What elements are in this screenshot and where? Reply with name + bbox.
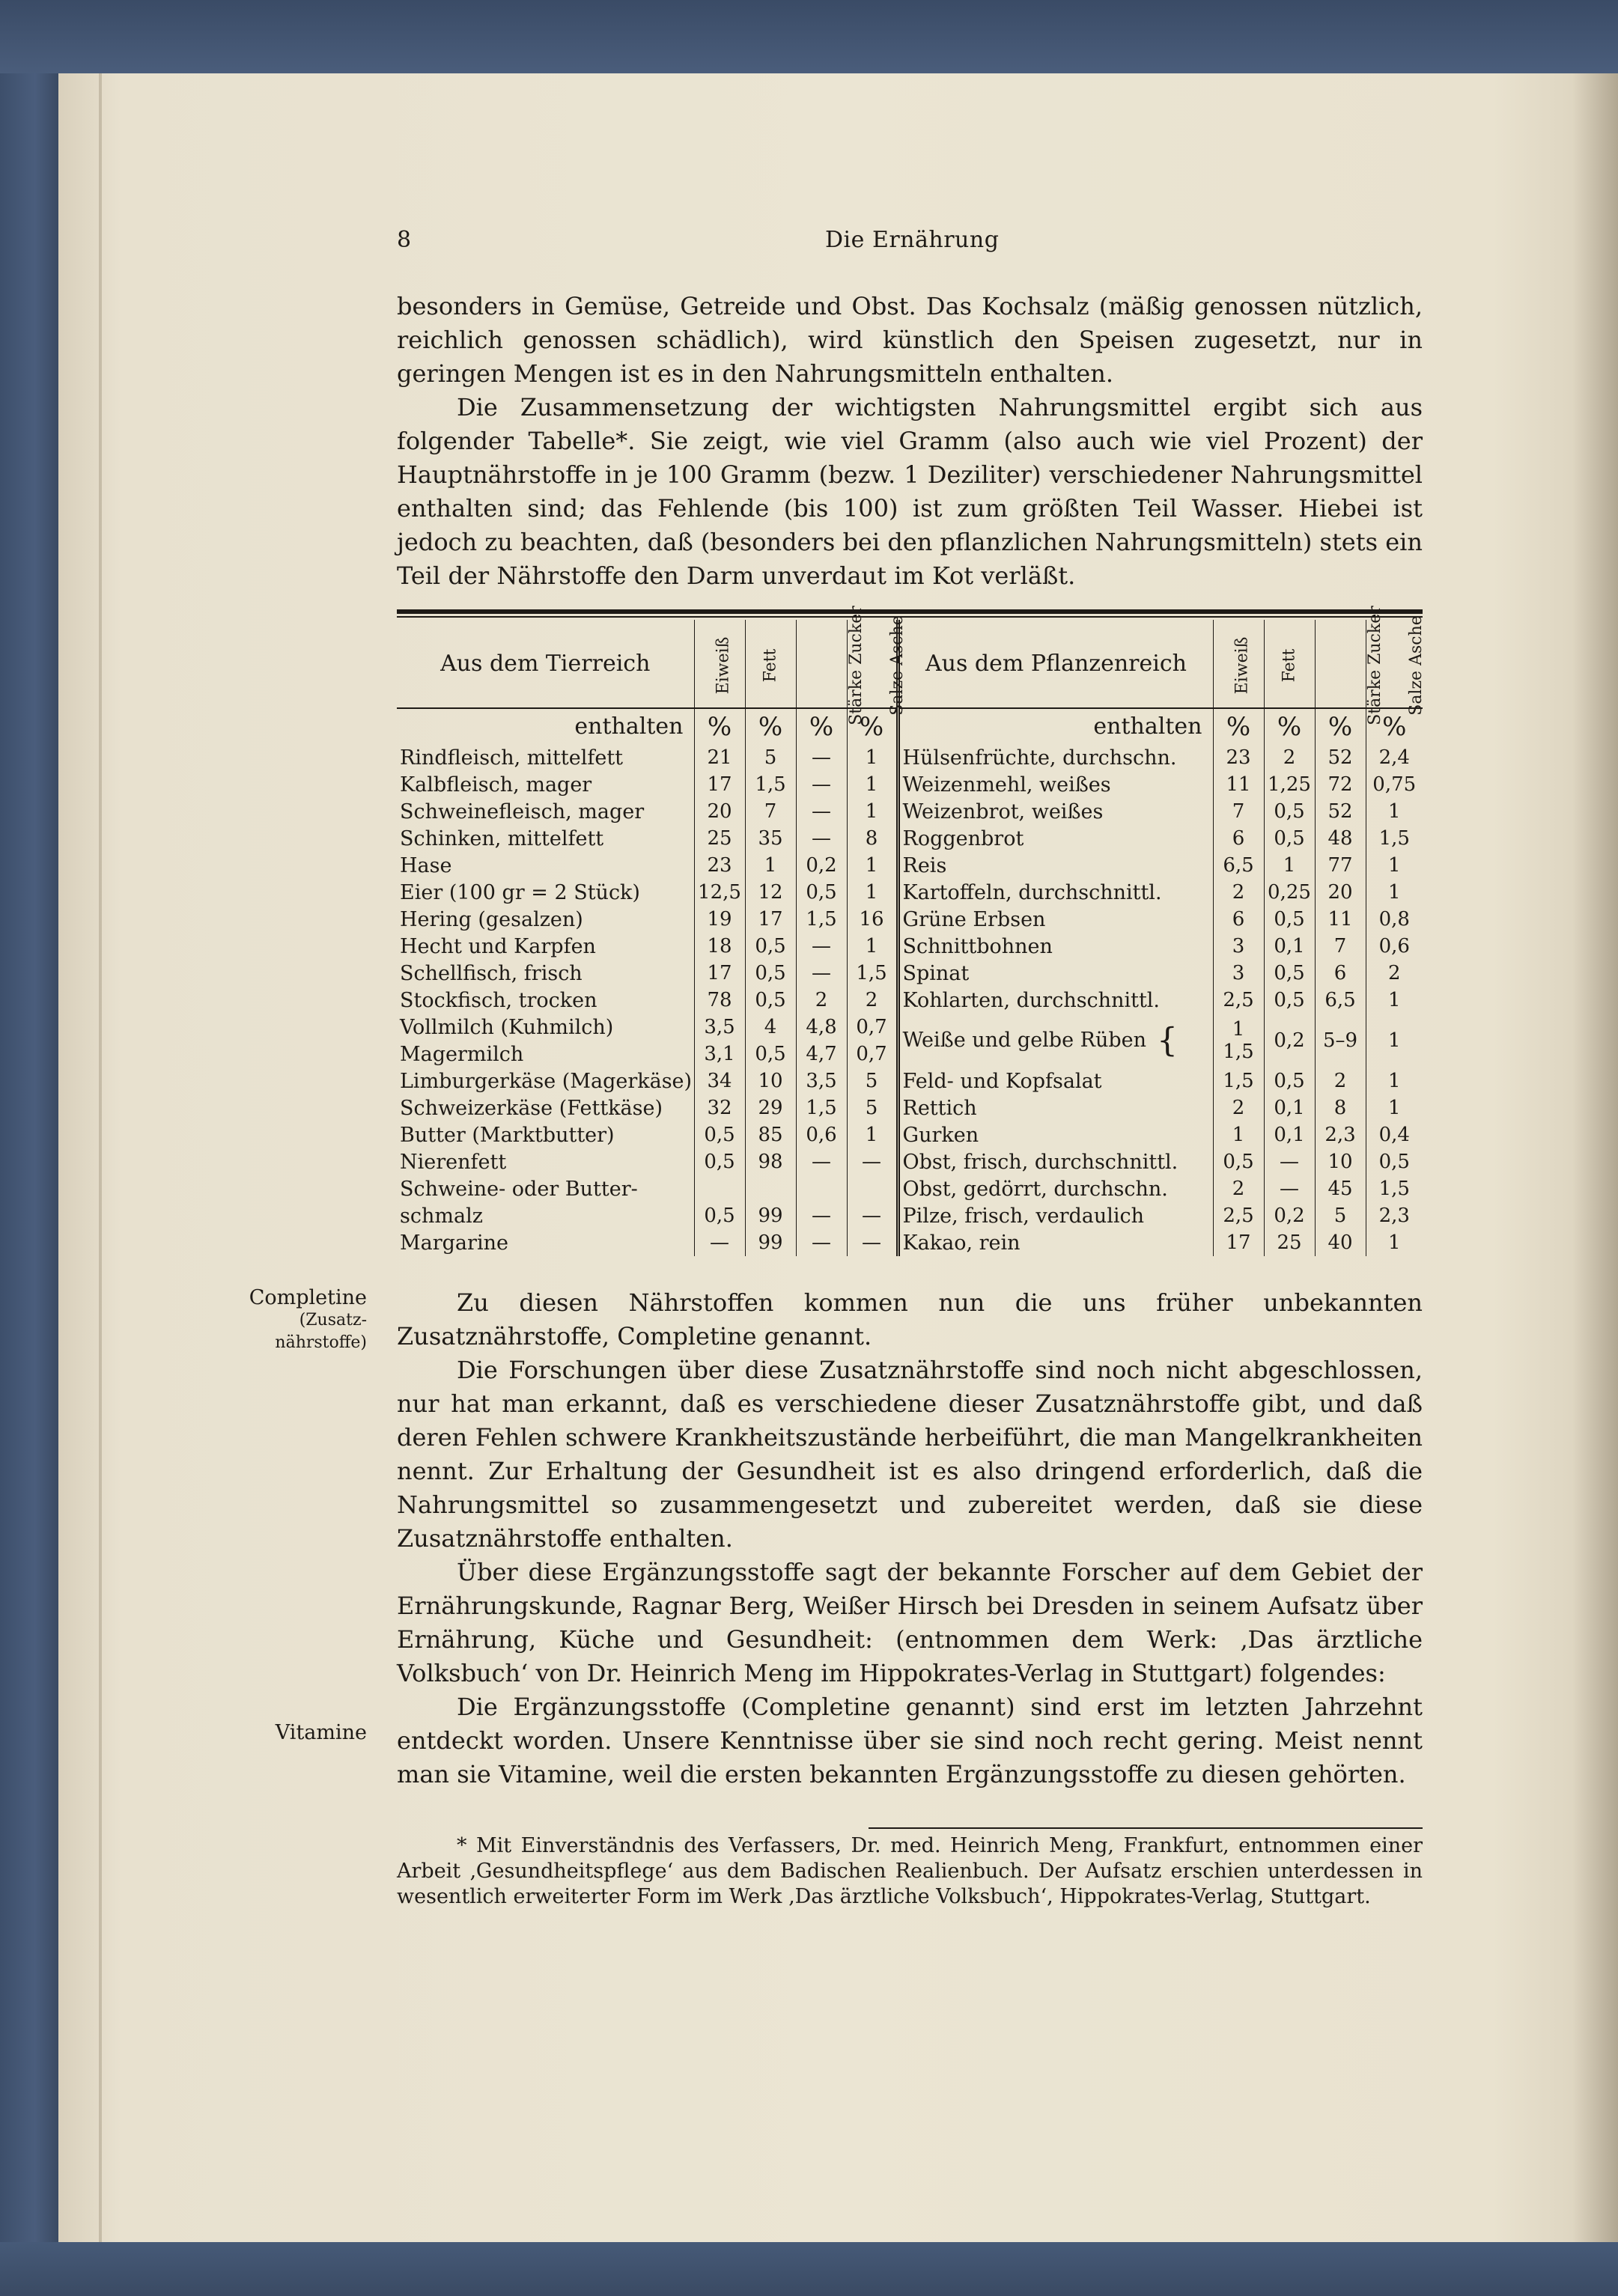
plant-food-name: [898, 771, 1213, 798]
animal-food-name: Hering (gesalzen): [400, 907, 583, 931]
unit-label: enthalten: [898, 708, 1213, 744]
unit-percent: %: [1264, 708, 1315, 744]
plant-value: 0,5: [1264, 960, 1315, 987]
plant-food-name: [898, 1148, 1213, 1175]
unit-percent: %: [847, 708, 898, 744]
table-row: [397, 771, 1423, 798]
plant-value: 6: [1213, 825, 1264, 852]
animal-value: 3,5: [694, 1014, 745, 1041]
unit-percent: %: [745, 708, 796, 744]
animal-value: —: [796, 1202, 847, 1229]
plant-value: 2: [1264, 744, 1315, 771]
animal-value: 1: [745, 852, 796, 879]
plant-food-label: Grüne Erbsen: [902, 907, 1046, 931]
table-row: [397, 1121, 1423, 1148]
plant-value: 1: [1366, 1094, 1423, 1121]
plant-value: 25: [1264, 1229, 1315, 1256]
animal-value: —: [847, 1148, 898, 1175]
animal-food-name: Limburgerkäse (Magerkäse): [400, 1069, 693, 1093]
animal-value: 0,2: [796, 852, 847, 879]
table-top-rule: [397, 609, 1423, 614]
plant-value: 0,5: [1264, 798, 1315, 825]
plant-value: 1: [1366, 879, 1423, 906]
animal-value: 5: [847, 1068, 898, 1094]
book-cover-left: [0, 0, 58, 2296]
plant-food-name: [898, 852, 1213, 879]
plant-value: 7: [1315, 933, 1366, 960]
animal-value: 19: [694, 906, 745, 933]
plant-value: 45: [1315, 1175, 1366, 1202]
col-label: Salze Asche: [887, 615, 907, 716]
animal-value: 8: [847, 825, 898, 852]
plant-value: 6: [1315, 960, 1366, 987]
plant-value: 0,8: [1366, 906, 1423, 933]
animal-value: 0,7: [847, 1041, 898, 1068]
animal-value: 16: [847, 906, 898, 933]
plant-value: 11: [1315, 906, 1366, 933]
animal-food-name: Eier (100 gr = 2 Stück): [400, 880, 640, 904]
col-label: Salze Asche: [1406, 615, 1426, 716]
animal-value: 12,5: [694, 879, 745, 906]
plant-food-label: Obst, frisch, durchschnittl.: [902, 1150, 1178, 1174]
animal-value: 0,6: [796, 1121, 847, 1148]
plant-header: Aus dem Pflanzenreich: [898, 620, 1213, 708]
plant-value: 1: [1213, 1121, 1264, 1148]
plant-value: 48: [1315, 825, 1366, 852]
plant-food-label: Obst, gedörrt, durchschn.: [902, 1177, 1168, 1201]
plant-food-name: [898, 1121, 1213, 1148]
plant-food-name: [898, 906, 1213, 933]
plant-value: 77: [1315, 852, 1366, 879]
animal-value: 1: [847, 1121, 898, 1148]
animal-value: 99: [745, 1202, 796, 1229]
animal-value: 1,5: [745, 771, 796, 798]
table-row: [397, 879, 1423, 906]
book-cover-bottom: [0, 2242, 1618, 2296]
animal-value: 1: [847, 879, 898, 906]
table-row: [397, 933, 1423, 960]
plant-value: 52: [1315, 798, 1366, 825]
animal-value: [694, 1175, 745, 1202]
animal-value: 23: [694, 852, 745, 879]
table-row: [397, 1094, 1423, 1121]
animal-value: 0,5: [745, 987, 796, 1014]
body-paragraph-3: Zu diesen Nährstoffen kommen nun die uns früher unbekannten Zusatznährstoffe, Completine genannt.: [397, 1288, 1423, 1351]
animal-value: 4,8: [796, 1014, 847, 1041]
animal-value: 20: [694, 798, 745, 825]
plant-food-name: [898, 1068, 1213, 1094]
plant-value: 0,2: [1264, 1014, 1315, 1068]
plant-food-label: Weizenbrot, weißes: [902, 800, 1104, 823]
animal-food-name: Kalbfleisch, mager: [400, 773, 592, 797]
plant-value: 0,25: [1264, 879, 1315, 906]
animal-food-name: schmalz: [400, 1204, 483, 1228]
animal-value: 0,5: [694, 1148, 745, 1175]
plant-value: 0,5: [1264, 906, 1315, 933]
table-top-rule-thin: [397, 616, 1423, 618]
plant-value: 0,5: [1213, 1148, 1264, 1175]
body-paragraph-4: Die Forschungen über diese Zusatznährstoffe sind noch nicht abgeschlossen, nur hat man erkannt, daß es verschiedene dieser Zusatznährstoffe gibt, und daß deren Fehlen schwere Krankheitszustände herbeiführt, die man Mangelkrankheiten nennt. Zur Erhaltung der Gesundheit ist es also dringend erforderlich, daß die Nahrungsmittel so zusammengesetzt und zubereitet werden, daß sie diese Zusatznährstoffe enthalten.: [397, 1356, 1423, 1553]
plant-food-name: [898, 744, 1213, 771]
plant-value: 0,5: [1264, 825, 1315, 852]
animal-value: 0,5: [694, 1202, 745, 1229]
col-label: Stärke Zucker: [1365, 606, 1384, 725]
body-text: [397, 1286, 1423, 1791]
plant-value: —: [1264, 1175, 1315, 1202]
animal-value: 1: [847, 798, 898, 825]
animal-food-name: Butter (Marktbutter): [400, 1123, 615, 1147]
animal-value: 0,7: [847, 1014, 898, 1041]
animal-value: 17: [745, 906, 796, 933]
plant-food-label: Kartoffeln, durchschnittl.: [902, 880, 1162, 904]
plant-value: 1: [1366, 1014, 1423, 1068]
animal-value: 2: [847, 987, 898, 1014]
animal-value: [796, 1175, 847, 1202]
intro-paragraph-1: besonders in Gemüse, Getreide und Obst. Das Kochsalz (mäßig genossen nützlich, reichlich genossen schädlich), wird künstlich den Speisen zugesetzt, nur in geringen Mengen ist es in den Nahrungsmitteln enthalten.: [397, 292, 1423, 388]
book-cover-top: [0, 0, 1618, 73]
animal-value: 0,5: [745, 960, 796, 987]
plant-value: 40: [1315, 1229, 1366, 1256]
plant-food-label: Reis: [902, 853, 947, 877]
animal-value: 5: [847, 1094, 898, 1121]
plant-food-name: [898, 933, 1213, 960]
table-row: [397, 1014, 1423, 1041]
intro-paragraph-2: Die Zusammensetzung der wichtigsten Nahrungsmittel ergibt sich aus folgender Tabelle*. Sie zeigt, wie viel Gramm (also auch wie viel Prozent) der Hauptnährstoffe in je 100 Gramm (bezw. 1 Deziliter) verschiedener Nahrungsmittel enthalten sind; das Fehlende (bis 100) ist zum größten Teil Wasser. Hiebei ist jedoch zu beachten, daß (besonders bei den pflanzlichen Nahrungsmitteln) stets ein Teil der Nährstoffe den Darm unverdaut im Kot verläßt.: [397, 393, 1423, 590]
plant-value: 11: [1213, 771, 1264, 798]
nutrition-table: [397, 606, 1426, 1256]
animal-value: 0,5: [745, 1041, 796, 1068]
plant-value: —: [1264, 1148, 1315, 1175]
plant-value: 5: [1315, 1202, 1366, 1229]
animal-value: 2: [796, 987, 847, 1014]
plant-value: 0,1: [1264, 933, 1315, 960]
animal-value: —: [796, 771, 847, 798]
animal-value: —: [796, 1229, 847, 1256]
unit-label: enthalten: [574, 713, 684, 740]
animal-value: 1,5: [847, 960, 898, 987]
plant-value: 23: [1213, 744, 1264, 771]
plant-value-line: 1: [1232, 1018, 1245, 1041]
unit-percent: %: [796, 708, 847, 744]
footnote: [397, 1833, 1423, 1910]
plant-food-label: Spinat: [902, 961, 970, 985]
plant-value: 1: [1366, 987, 1423, 1014]
col-label: Fett: [1279, 648, 1298, 683]
plant-value: 2,5: [1213, 987, 1264, 1014]
plant-food-label: Gurken: [902, 1123, 979, 1147]
margin-vitamine-title: Vitamine: [275, 1721, 367, 1744]
plant-food-label: Pilze, frisch, verdaulich: [902, 1204, 1145, 1228]
col-label: Eiweiß: [713, 636, 732, 695]
plant-value: 2,5: [1213, 1202, 1264, 1229]
animal-value: 4,7: [796, 1041, 847, 1068]
animal-value: 3,5: [796, 1068, 847, 1094]
plant-value: 0,6: [1366, 933, 1423, 960]
animal-value: 78: [694, 987, 745, 1014]
plant-value: 72: [1315, 771, 1366, 798]
plant-value: 0,5: [1264, 987, 1315, 1014]
plant-value: 2,3: [1366, 1202, 1423, 1229]
table-row: [397, 852, 1423, 879]
plant-value: 1: [1366, 1229, 1423, 1256]
animal-value: 4: [745, 1014, 796, 1041]
plant-value: 0,5: [1264, 1068, 1315, 1094]
animal-value: —: [796, 933, 847, 960]
margin-note-completine: [180, 1286, 367, 1354]
animal-value: 98: [745, 1148, 796, 1175]
animal-value: —: [847, 1202, 898, 1229]
animal-value: 18: [694, 933, 745, 960]
plant-food-name: [898, 1202, 1213, 1229]
plant-value: 2: [1366, 960, 1423, 987]
animal-value: 0,5: [745, 933, 796, 960]
plant-food-name: [898, 879, 1213, 906]
plant-food-label: Feld- und Kopfsalat: [902, 1069, 1102, 1093]
plant-food-label: Kohlarten, durchschnittl.: [902, 988, 1161, 1012]
animal-value: 25: [694, 825, 745, 852]
animal-value: —: [796, 1148, 847, 1175]
col-label: Eiweiß: [1232, 636, 1251, 695]
animal-value: 5: [745, 744, 796, 771]
animal-value: 1: [847, 933, 898, 960]
animal-value: 1: [847, 771, 898, 798]
plant-value: 2: [1213, 879, 1264, 906]
animal-food-name: Vollmilch (Kuhmilch): [400, 1015, 614, 1039]
plant-food-name: [898, 1094, 1213, 1121]
animal-value: 99: [745, 1229, 796, 1256]
plant-value: 6,5: [1213, 852, 1264, 879]
plant-food-name: [898, 825, 1213, 852]
plant-value: 2: [1213, 1175, 1264, 1202]
body-paragraph-6: Die Ergänzungsstoffe (Completine genannt) sind erst im letzten Jahrzehnt entdeckt worden. Unsere Kenntnisse über sie sind noch recht gering. Meist nennt man sie Vitamine, weil die ersten bekannten Ergänzungsstoffe zu diesen gehörten.: [397, 1693, 1423, 1788]
table-row: [397, 1148, 1423, 1175]
col-header-fett: [1264, 620, 1315, 708]
unit-row: [397, 708, 1423, 744]
table-row: [397, 1068, 1423, 1094]
col-header-eiweiss: [1213, 620, 1264, 708]
plant-value: 5–9: [1315, 1014, 1366, 1068]
animal-value: 29: [745, 1094, 796, 1121]
col-header-eiweiss: [694, 620, 745, 708]
plant-food-name: [898, 1229, 1213, 1256]
plant-food-label: Rettich: [902, 1096, 977, 1120]
plant-food-label: Schnittbohnen: [902, 934, 1053, 958]
plant-food-name: [898, 1175, 1213, 1202]
plant-food-name: [898, 1014, 1213, 1068]
col-header-staerke: [1315, 606, 1384, 725]
animal-value: —: [796, 825, 847, 852]
animal-food-name: Hecht und Karpfen: [400, 934, 596, 958]
margin-completine-sub2: nährstoffe): [275, 1333, 367, 1352]
plant-food-name: [898, 960, 1213, 987]
animal-food-name: Schweizerkäse (Fettkäse): [400, 1096, 663, 1120]
plant-value: 0,5: [1366, 1148, 1423, 1175]
plant-value: 0,75: [1366, 771, 1423, 798]
col-header-staerke: [796, 606, 866, 725]
animal-value: —: [847, 1229, 898, 1256]
animal-value: 32: [694, 1094, 745, 1121]
table-row: [397, 1202, 1423, 1229]
animal-value: 1: [847, 852, 898, 879]
animal-food-name: Hase: [400, 853, 452, 877]
plant-food-label: Hülsenfrüchte, durchschn.: [902, 746, 1177, 770]
unit-percent: %: [1213, 708, 1264, 744]
animal-value: 17: [694, 771, 745, 798]
col-header-fett: [745, 620, 796, 708]
col-label: Stärke Zucker: [846, 606, 866, 725]
animal-value: 21: [694, 744, 745, 771]
table-row: [397, 825, 1423, 852]
plant-value: 2,3: [1315, 1121, 1366, 1148]
plant-value: 0,1: [1264, 1121, 1315, 1148]
plant-value: 3: [1213, 933, 1264, 960]
animal-value: 35: [745, 825, 796, 852]
table-row: [397, 906, 1423, 933]
animal-value: 34: [694, 1068, 745, 1094]
plant-value: 20: [1315, 879, 1366, 906]
plant-value: 6: [1213, 906, 1264, 933]
page-header: [397, 227, 1415, 264]
margin-note-vitamine: [180, 1721, 367, 1744]
plant-value: 10: [1315, 1148, 1366, 1175]
plant-value: 1,5: [1366, 1175, 1423, 1202]
animal-value: 1,5: [796, 1094, 847, 1121]
animal-food-name: Schweinefleisch, mager: [400, 800, 645, 823]
animal-value: [745, 1175, 796, 1202]
animal-value: 3,1: [694, 1041, 745, 1068]
animal-food-name: Magermilch: [400, 1042, 524, 1066]
col-label: Fett: [760, 648, 779, 683]
animal-food-name: Schinken, mittelfett: [400, 826, 604, 850]
page-number: 8: [397, 227, 412, 253]
plant-value: 0,2: [1264, 1202, 1315, 1229]
plant-value: 3: [1213, 960, 1264, 987]
plant-value: [1213, 1014, 1264, 1068]
animal-value: 17: [694, 960, 745, 987]
plant-value: 8: [1315, 1094, 1366, 1121]
margin-completine-sub1: (Zusatz-: [299, 1311, 367, 1330]
animal-food-name: Stockfisch, trocken: [400, 988, 597, 1012]
animal-value: 85: [745, 1121, 796, 1148]
animal-value: —: [694, 1229, 745, 1256]
animal-header: Aus dem Tierreich: [397, 620, 694, 708]
animal-value: 1,5: [796, 906, 847, 933]
animal-food-name: Schweine- oder Butter-: [400, 1177, 638, 1201]
animal-value: 7: [745, 798, 796, 825]
unit-percent: %: [1366, 708, 1423, 744]
animal-value: 12: [745, 879, 796, 906]
plant-value: 1: [1366, 798, 1423, 825]
table-row: [397, 987, 1423, 1014]
plant-value-line: 1,5: [1223, 1041, 1254, 1063]
animal-value: 0,5: [796, 879, 847, 906]
animal-value: —: [796, 798, 847, 825]
animal-food-name: Schellfisch, frisch: [400, 961, 583, 985]
plant-value: 2,4: [1366, 744, 1423, 771]
animal-value: 0,5: [694, 1121, 745, 1148]
plant-value: 1: [1264, 852, 1315, 879]
plant-value: 17: [1213, 1229, 1264, 1256]
animal-value: 10: [745, 1068, 796, 1094]
table-row: [397, 960, 1423, 987]
plant-value: 1,5: [1213, 1068, 1264, 1094]
plant-value: 52: [1315, 744, 1366, 771]
footnote-rule: [869, 1827, 1423, 1829]
plant-food-label: Roggenbrot: [902, 826, 1024, 850]
intro-text: [397, 290, 1423, 593]
brace-mark: {: [1146, 1021, 1178, 1060]
margin-completine-title: Completine: [249, 1286, 367, 1309]
animal-value: [847, 1175, 898, 1202]
plant-value: 1,5: [1366, 825, 1423, 852]
body-paragraph-5: Über diese Ergänzungsstoffe sagt der bekannte Forscher auf dem Gebiet der Ernährungskunde, Ragnar Berg, Weißer Hirsch bei Dresden in seinem Aufsatz über Ernährung, Küche und Gesundheit: (entnommen dem Werk: ‚Das ärztliche Volksbuch‘ von Dr. Heinrich Meng im Hippokrates-Verlag in Stuttgart) folgendes:: [397, 1558, 1423, 1687]
plant-food-label: Weizenmehl, weißes: [902, 773, 1111, 797]
plant-food-name: [898, 987, 1213, 1014]
plant-value: 6,5: [1315, 987, 1366, 1014]
table-row: [397, 744, 1423, 771]
page-edge-shadow: [1572, 73, 1618, 2242]
animal-value: —: [796, 744, 847, 771]
plant-food-label: Kakao, rein: [902, 1231, 1021, 1255]
animal-food-name: Nierenfett: [400, 1150, 507, 1174]
unit-percent: %: [694, 708, 745, 744]
unit-percent: %: [1315, 708, 1366, 744]
plant-food-name: [898, 798, 1213, 825]
table-row: [397, 798, 1423, 825]
animal-food-name: Margarine: [400, 1231, 508, 1255]
plant-value: 1: [1366, 852, 1423, 879]
plant-value: 1: [1366, 1068, 1423, 1094]
plant-value: 2: [1315, 1068, 1366, 1094]
animal-value: 1: [847, 744, 898, 771]
plant-food-label: Weiße und gelbe Rüben: [902, 1029, 1147, 1053]
plant-value: 1,25: [1264, 771, 1315, 798]
running-head: Die Ernährung: [825, 227, 1000, 253]
plant-value: 0,4: [1366, 1121, 1423, 1148]
table-row: [397, 1229, 1423, 1256]
footnote-text: * Mit Einverständnis des Verfassers, Dr. med. Heinrich Meng, Frankfurt, entnommen einer Arbeit ‚Gesundheitspflege‘ aus dem Badischen Realienbuch. Der Aufsatz erschien unterdessen in wesentlich erweiterter Form im Werk ‚Das ärztliche Volksbuch‘, Hippokrates-Verlag, Stuttgart.: [397, 1834, 1423, 1908]
page-gutter: [99, 73, 102, 2242]
plant-value: 7: [1213, 798, 1264, 825]
plant-value: 0,1: [1264, 1094, 1315, 1121]
animal-food-name: Rindfleisch, mittelfett: [400, 746, 624, 770]
plant-value: 2: [1213, 1094, 1264, 1121]
table-row: [397, 1175, 1423, 1202]
animal-value: —: [796, 960, 847, 987]
